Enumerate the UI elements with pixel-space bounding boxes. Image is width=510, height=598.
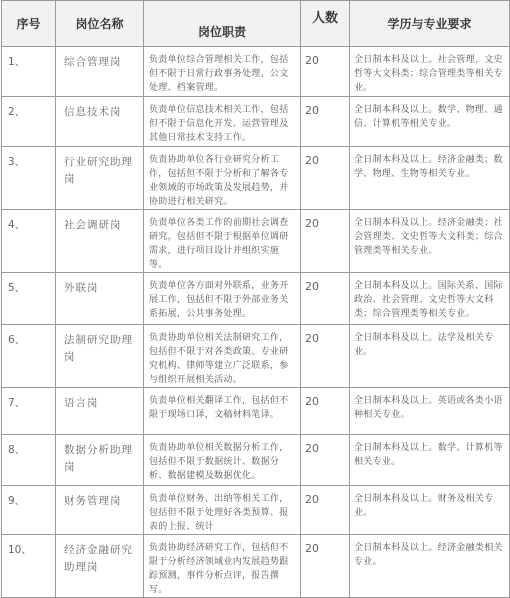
row-number: 4、 bbox=[2, 210, 56, 273]
position-duty: 负责协助经济研究工作，包括但不限于分析经济领域业内发展趋势跟踪预测，事件分析点评，报告撰写。 bbox=[144, 535, 301, 598]
position-duty: 负责协助单位相关数据分析工作，包括但不限于数据统计、数据分析、数据建模及数据优化。 bbox=[144, 435, 301, 486]
position-name: 外联岗 bbox=[56, 273, 144, 325]
position-duty: 负责单位各类工作的前期社会调查研究，包括但不限于根据单位调研需求，进行项目设计并组织实施等。 bbox=[144, 210, 301, 273]
table-row bbox=[2, 535, 510, 598]
education-requirements: 全日制本科及以上。国际关系、国际政治、社会管理、文史哲等大文科类；综合管理类等相关专业。 bbox=[350, 273, 510, 325]
headcount: 20 bbox=[301, 210, 350, 273]
position-duty: 负责单位信息技术相关工作，包括但不限于信息化开发、运营管理及其他日常技术支持工作。 bbox=[144, 97, 301, 147]
row-number: 6、 bbox=[2, 325, 56, 388]
position-name: 法制研究助理岗 bbox=[56, 325, 144, 388]
table-row bbox=[2, 147, 510, 210]
row-number: 8、 bbox=[2, 435, 56, 486]
table-row bbox=[2, 388, 510, 435]
row-number: 5、 bbox=[2, 273, 56, 325]
table-header bbox=[2, 1, 510, 47]
headcount: 20 bbox=[301, 486, 350, 535]
position-duty: 负责协助单位相关法制研究工作，包括但不限于对各类政策、专业研究机构、律师等建立广泛联系，参与组织开展相关活动。 bbox=[144, 325, 301, 388]
row-number: 2、 bbox=[2, 97, 56, 147]
headcount: 20 bbox=[301, 47, 350, 97]
headcount: 20 bbox=[301, 273, 350, 325]
table-row bbox=[2, 325, 510, 388]
position-duty: 负责单位各方面对外联系，业务开展工作，包括但不限于外部业务关系拓展，公共事务处理。 bbox=[144, 273, 301, 325]
headcount: 20 bbox=[301, 97, 350, 147]
table-body bbox=[2, 47, 510, 598]
row-number: 9、 bbox=[2, 486, 56, 535]
header-duty: 岗位职责 bbox=[144, 1, 301, 47]
position-name: 行业研究助理岗 bbox=[56, 147, 144, 210]
position-name: 经济金融研究助理岗 bbox=[56, 535, 144, 598]
header-requirements: 学历与专业要求 bbox=[350, 1, 510, 47]
table-row bbox=[2, 210, 510, 273]
education-requirements: 全日制本科及以上。英语或各类小语种相关专业。 bbox=[350, 388, 510, 435]
table-row bbox=[2, 97, 510, 147]
job-positions-table bbox=[1, 0, 510, 598]
header-count: 人数 bbox=[301, 1, 350, 47]
position-duty: 负责协助单位各行业研究分析工作，包括但不限于分析和了解各专业领域的市场政策及发展趋势，并协助进行相关研究。 bbox=[144, 147, 301, 210]
table-row bbox=[2, 273, 510, 325]
row-number: 10、 bbox=[2, 535, 56, 598]
education-requirements: 全日制本科及以上。经济金融类；社会管理类、文史哲等大文科类；综合管理类等相关专业。 bbox=[350, 210, 510, 273]
position-name: 综合管理岗 bbox=[56, 47, 144, 97]
education-requirements: 全日制本科及以上。数学、计算机等相关专业。 bbox=[350, 435, 510, 486]
position-name: 数据分析助理岗 bbox=[56, 435, 144, 486]
position-duty: 负责单位相关翻译工作，包括但不限于现场口译，文稿材料笔译。 bbox=[144, 388, 301, 435]
position-name: 语言岗 bbox=[56, 388, 144, 435]
headcount: 20 bbox=[301, 435, 350, 486]
table-row bbox=[2, 47, 510, 97]
education-requirements: 全日制本科及以上。社会管理、文史哲等大文科类；综合管理类等相关专业。 bbox=[350, 47, 510, 97]
headcount: 20 bbox=[301, 535, 350, 598]
education-requirements: 全日制本科及以上。经济金融类；数学、物理、生物等相关专业。 bbox=[350, 147, 510, 210]
education-requirements: 全日制本科及以上。法学及相关专业。 bbox=[350, 325, 510, 388]
education-requirements: 全日制本科及以上。经济金融类相关专业。 bbox=[350, 535, 510, 598]
position-name: 信息技术岗 bbox=[56, 97, 144, 147]
header-no: 序号 bbox=[2, 1, 56, 47]
row-number: 3、 bbox=[2, 147, 56, 210]
table-row bbox=[2, 486, 510, 535]
education-requirements: 全日制本科及以上。财务及相关专业。 bbox=[350, 486, 510, 535]
header-row bbox=[2, 1, 510, 47]
table-row bbox=[2, 435, 510, 486]
position-name: 社会调研岗 bbox=[56, 210, 144, 273]
position-duty: 负责单位财务、出纳等相关工作，包括但不限于处理好各类预算、报表的上报、统计 bbox=[144, 486, 301, 535]
position-duty: 负责单位综合管理相关工作，包括但不限于日常行政事务处理、公文处理、档案管理。 bbox=[144, 47, 301, 97]
headcount: 20 bbox=[301, 325, 350, 388]
row-number: 7、 bbox=[2, 388, 56, 435]
position-name: 财务管理岗 bbox=[56, 486, 144, 535]
row-number: 1、 bbox=[2, 47, 56, 97]
headcount: 20 bbox=[301, 388, 350, 435]
headcount: 20 bbox=[301, 147, 350, 210]
header-name: 岗位名称 bbox=[56, 1, 144, 47]
education-requirements: 全日制本科及以上。数学、物理、通信、计算机等相关专业。 bbox=[350, 97, 510, 147]
